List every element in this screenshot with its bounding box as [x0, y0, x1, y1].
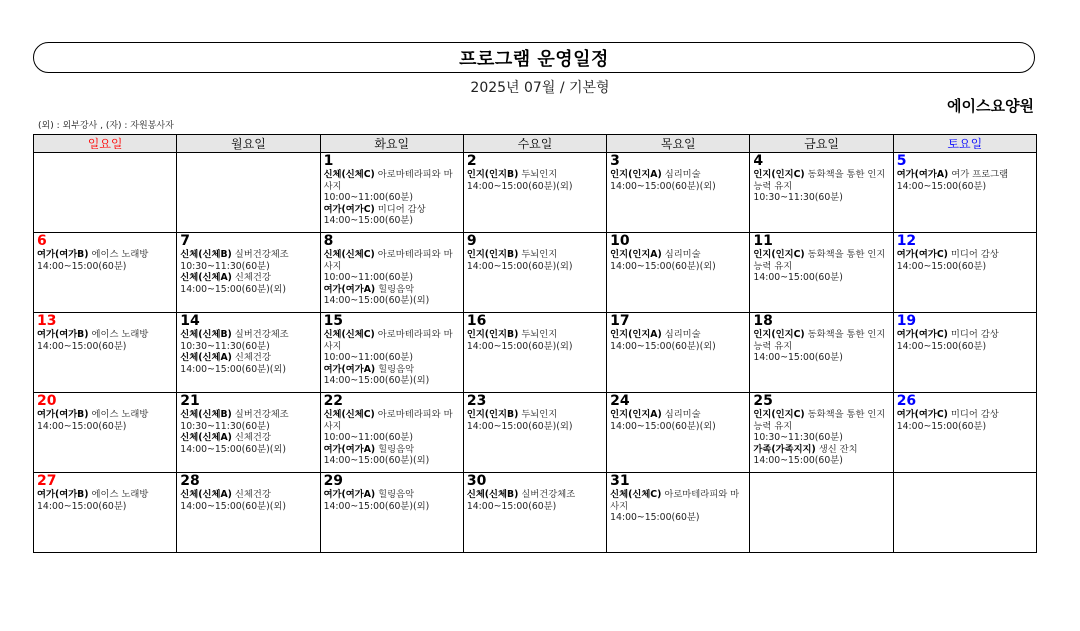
program-name: 심리미술	[664, 249, 701, 260]
program-name: 힐링음악	[378, 363, 415, 375]
program-entry	[897, 169, 1033, 181]
calendar-week-row	[34, 393, 1037, 473]
program-category: 여가(여가C)	[896, 329, 948, 340]
day-number: 22	[323, 393, 344, 409]
program-name: 실버건강체조	[521, 489, 576, 500]
program-entry	[610, 169, 746, 181]
weekday-monday: 월요일	[177, 135, 320, 153]
program-entry	[180, 272, 316, 284]
calendar-body	[34, 153, 1037, 553]
program-name: 미디어 감상	[377, 203, 426, 215]
calendar-day-cell	[320, 393, 463, 473]
day-number: 7	[180, 233, 191, 249]
day-number: 3	[610, 153, 620, 169]
program-name: 여가 프로그램	[951, 169, 1009, 180]
calendar-week-row	[34, 313, 1037, 393]
program-time: 14:00~15:00(60분)(외)	[180, 363, 286, 375]
calendar-day-cell	[320, 153, 463, 233]
program-time: 14:00~15:00(60분)	[37, 340, 127, 352]
program-time: 14:00~15:00(60분)(외)	[610, 180, 716, 192]
program-entry	[467, 329, 603, 341]
calendar-day-cell	[34, 233, 177, 313]
day-number: 9	[466, 233, 477, 249]
program-category: 인지(인지B)	[466, 169, 519, 180]
program-name: 실버건강체조	[234, 329, 289, 340]
program-name: 아로마테라피와 마사지	[323, 249, 453, 272]
calendar-day-cell	[177, 393, 320, 473]
day-number: 25	[753, 393, 773, 409]
program-entry	[753, 409, 889, 432]
program-entry	[324, 284, 460, 296]
program-time: 14:00~15:00(60분)(외)	[610, 340, 716, 352]
program-entry	[324, 409, 460, 432]
day-number: 8	[323, 233, 334, 249]
program-category: 신체(신체A)	[180, 272, 232, 283]
day-number: 16	[466, 313, 487, 329]
program-name: 실버건강체조	[234, 409, 289, 420]
calendar-day-cell	[750, 313, 893, 393]
program-time: 10:00~11:00(60분)	[323, 432, 414, 443]
program-category: 신체(신체C)	[323, 249, 375, 260]
program-entry	[180, 409, 316, 421]
program-time: 14:00~15:00(60분)(외)	[610, 420, 716, 432]
program-entry	[610, 329, 746, 341]
calendar-day-cell	[607, 233, 750, 313]
calendar-table	[33, 134, 1037, 553]
program-entry	[37, 329, 173, 341]
day-number: 2	[466, 153, 477, 169]
calendar-day-cell	[463, 473, 606, 553]
day-number: 19	[896, 313, 917, 329]
program-name: 동화책을 통한 인지능력 유지	[753, 249, 886, 272]
program-category: 신체(신체C)	[323, 329, 375, 340]
program-time: 10:30~11:30(60분)	[753, 192, 843, 203]
program-name: 에이스 노래방	[91, 409, 149, 420]
calendar-day-cell	[34, 313, 177, 393]
program-time: 14:00~15:00(60분)(외)	[323, 500, 430, 512]
program-entry	[324, 444, 460, 456]
program-entry	[467, 249, 603, 261]
program-entry	[180, 352, 316, 364]
calendar-day-cell	[463, 233, 606, 313]
program-entry	[324, 489, 460, 501]
calendar-day-cell	[34, 393, 177, 473]
day-number: 10	[610, 233, 630, 249]
program-category: 인지(인지C)	[753, 249, 805, 260]
program-category: 신체(신체A)	[180, 489, 232, 500]
program-time: 10:00~11:00(60분)	[323, 192, 414, 203]
weekday-header-row	[34, 135, 1037, 153]
program-name: 동화책을 통한 인지능력 유지	[753, 329, 886, 352]
program-entry	[753, 329, 889, 352]
calendar-day-cell	[463, 153, 606, 233]
program-time: 14:00~15:00(60분)(외)	[610, 260, 716, 272]
calendar-day-cell	[177, 313, 320, 393]
program-name: 신체건강	[234, 272, 271, 283]
program-category: 여가(여가A)	[323, 283, 376, 295]
program-name: 심리미술	[664, 169, 701, 180]
program-time: 14:00~15:00(60분)	[896, 260, 987, 272]
program-name: 힐링음악	[378, 489, 415, 500]
program-name: 아로마테라피와 마사지	[610, 489, 740, 512]
program-name: 두뇌인지	[521, 169, 558, 180]
program-entry	[324, 249, 460, 272]
program-category: 여가(여가B)	[37, 409, 89, 420]
program-time: 14:00~15:00(60분)	[323, 215, 414, 226]
program-name: 두뇌인지	[521, 329, 558, 340]
program-category: 여가(여가B)	[37, 329, 89, 340]
program-name: 아로마테라피와 마사지	[323, 329, 453, 352]
day-number: 11	[753, 233, 773, 249]
program-time: 14:00~15:00(60분)	[610, 512, 700, 523]
program-category: 신체(신체B)	[466, 489, 519, 500]
program-time: 14:00~15:00(60분)	[896, 180, 987, 192]
program-category: 인지(인지C)	[753, 329, 805, 340]
calendar-day-cell	[607, 393, 750, 473]
program-time: 14:00~15:00(60분)	[896, 420, 987, 432]
calendar-day-cell	[893, 153, 1036, 233]
program-time: 14:00~15:00(60분)(외)	[466, 260, 573, 272]
program-category: 인지(인지A)	[610, 249, 662, 260]
program-entry	[324, 204, 460, 216]
program-category: 여가(여가C)	[896, 249, 948, 260]
day-number: 6	[37, 233, 47, 249]
program-name: 힐링음악	[378, 283, 415, 295]
calendar-week-row	[34, 153, 1037, 233]
program-entry	[37, 409, 173, 421]
calendar-week-row	[34, 473, 1037, 553]
program-time: 14:00~15:00(60분)(외)	[466, 180, 573, 192]
calendar-day-cell	[893, 393, 1036, 473]
program-category: 신체(신체B)	[180, 409, 232, 420]
calendar-day-cell	[750, 153, 893, 233]
program-name: 신체건강	[234, 489, 271, 500]
program-entry	[37, 249, 173, 261]
program-category: 여가(여가A)	[323, 363, 376, 375]
program-time: 14:00~15:00(60분)(외)	[323, 455, 430, 466]
program-category: 신체(신체C)	[610, 489, 662, 500]
program-time: 10:30~11:30(60분)	[180, 260, 270, 272]
program-name: 에이스 노래방	[91, 489, 149, 500]
program-name: 실버건강체조	[234, 249, 289, 260]
day-number: 12	[896, 233, 917, 249]
program-entry	[324, 364, 460, 376]
day-number: 21	[180, 393, 200, 409]
weekday-tuesday: 화요일	[320, 135, 463, 153]
program-name: 아로마테라피와 마사지	[323, 169, 453, 192]
calendar-day-cell	[607, 153, 750, 233]
program-name: 신체건강	[234, 352, 271, 363]
program-time: 14:00~15:00(60분)	[753, 272, 843, 283]
calendar-day-cell	[463, 393, 606, 473]
program-entry	[897, 329, 1033, 341]
program-category: 신체(신체A)	[180, 352, 232, 363]
title-box	[33, 42, 1035, 73]
program-category: 여가(여가A)	[323, 443, 376, 455]
calendar-day-cell	[750, 393, 893, 473]
program-category: 여가(여가C)	[323, 203, 375, 215]
program-entry	[610, 249, 746, 261]
weekday-wednesday: 수요일	[463, 135, 606, 153]
program-category: 여가(여가A)	[323, 489, 376, 500]
program-category: 여가(여가B)	[37, 489, 89, 500]
calendar-day-cell	[177, 233, 320, 313]
program-entry	[467, 169, 603, 181]
calendar-empty-cell	[893, 473, 1036, 553]
program-category: 인지(인지A)	[610, 169, 662, 180]
day-number: 30	[466, 473, 487, 489]
day-number: 26	[896, 393, 917, 409]
program-name: 동화책을 통한 인지능력 유지	[753, 169, 886, 192]
program-time: 14:00~15:00(60분)(외)	[180, 500, 286, 512]
program-category: 가족(가족지지)	[753, 443, 816, 455]
calendar-day-cell	[893, 233, 1036, 313]
program-name: 두뇌인지	[521, 409, 558, 420]
program-entry	[467, 409, 603, 421]
program-category: 인지(인지B)	[466, 249, 519, 260]
program-category: 인지(인지A)	[610, 329, 662, 340]
day-number: 18	[753, 313, 773, 329]
program-category: 여가(여가C)	[896, 409, 948, 420]
program-category: 인지(인지B)	[466, 409, 519, 420]
program-entry	[610, 409, 746, 421]
weekday-saturday: 토요일	[893, 135, 1036, 153]
program-time: 14:00~15:00(60분)	[37, 500, 127, 512]
program-entry	[180, 432, 316, 444]
program-entry	[897, 249, 1033, 261]
program-name: 힐링음악	[378, 443, 415, 455]
day-number: 20	[37, 393, 57, 409]
program-entry	[324, 169, 460, 192]
program-time: 14:00~15:00(60분)(외)	[180, 443, 286, 455]
program-time: 10:00~11:00(60분)	[323, 352, 414, 363]
program-entry	[180, 249, 316, 261]
program-category: 여가(여가A)	[896, 169, 949, 180]
program-name: 동화책을 통한 인지능력 유지	[753, 409, 886, 432]
program-time: 10:30~11:30(60분)	[180, 340, 270, 352]
day-number: 31	[610, 473, 630, 489]
program-time: 14:00~15:00(60분)	[37, 260, 127, 272]
day-number: 15	[323, 313, 344, 329]
day-number: 17	[610, 313, 630, 329]
program-category: 인지(인지B)	[466, 329, 519, 340]
day-number: 24	[610, 393, 630, 409]
program-entry	[753, 444, 889, 456]
program-time: 10:30~11:30(60분)	[180, 420, 270, 432]
program-entry	[324, 329, 460, 352]
program-entry	[37, 489, 173, 501]
program-category: 인지(인지A)	[610, 409, 662, 420]
day-number: 14	[180, 313, 200, 329]
calendar-empty-cell	[177, 153, 320, 233]
program-name: 생신 잔치	[818, 443, 858, 455]
calendar-day-cell	[177, 473, 320, 553]
calendar-day-cell	[320, 313, 463, 393]
program-time: 10:30~11:30(60분)	[753, 432, 843, 443]
program-time: 14:00~15:00(60분)	[896, 340, 987, 352]
weekday-thursday: 목요일	[607, 135, 750, 153]
calendar-day-cell	[750, 233, 893, 313]
program-name: 미디어 감상	[950, 409, 999, 420]
program-entry	[753, 169, 889, 192]
program-entry	[180, 329, 316, 341]
calendar-day-cell	[320, 473, 463, 553]
calendar-week-row	[34, 233, 1037, 313]
program-time: 14:00~15:00(60분)(외)	[323, 295, 430, 306]
calendar-empty-cell	[34, 153, 177, 233]
schedule-subtitle: 2025년 07월 / 기본형	[470, 80, 610, 96]
day-number: 29	[323, 473, 344, 489]
program-time: 10:00~11:00(60분)	[323, 272, 414, 283]
calendar-day-cell	[893, 313, 1036, 393]
day-number: 23	[466, 393, 487, 409]
program-time: 14:00~15:00(60분)	[466, 500, 557, 512]
program-entry	[753, 249, 889, 272]
day-number: 28	[180, 473, 200, 489]
legend-note: (외) : 외부강사 , (자) : 자원봉사자	[38, 121, 174, 131]
program-name: 에이스 노래방	[91, 329, 149, 340]
program-category: 신체(신체B)	[180, 249, 232, 260]
program-name: 미디어 감상	[950, 329, 999, 340]
program-category: 신체(신체B)	[180, 329, 232, 340]
program-entry	[180, 489, 316, 501]
program-category: 신체(신체C)	[323, 409, 375, 420]
program-category: 신체(신체C)	[323, 169, 375, 180]
program-entry	[467, 489, 603, 501]
calendar-day-cell	[607, 313, 750, 393]
program-name: 심리미술	[664, 329, 701, 340]
program-time: 14:00~15:00(60분)(외)	[466, 340, 573, 352]
program-time: 14:00~15:00(60분)(외)	[180, 283, 286, 295]
day-number: 5	[896, 153, 907, 169]
organization-name: 에이스요양원	[947, 97, 1034, 115]
program-time: 14:00~15:00(60분)(외)	[323, 375, 430, 386]
day-number: 13	[37, 313, 57, 329]
day-number: 1	[323, 153, 334, 169]
day-number: 4	[753, 153, 764, 169]
program-name: 아로마테라피와 마사지	[323, 409, 453, 432]
day-number: 27	[37, 473, 57, 489]
program-time: 14:00~15:00(60분)(외)	[466, 420, 573, 432]
page-title: 프로그램 운영일정	[459, 48, 609, 70]
program-entry	[897, 409, 1033, 421]
weekday-friday: 금요일	[750, 135, 893, 153]
program-category: 인지(인지C)	[753, 169, 805, 180]
program-name: 심리미술	[664, 409, 701, 420]
program-name: 두뇌인지	[521, 249, 558, 260]
program-name: 신체건강	[234, 432, 271, 443]
program-name: 미디어 감상	[950, 249, 999, 260]
calendar-day-cell	[320, 233, 463, 313]
program-category: 인지(인지C)	[753, 409, 805, 420]
calendar-day-cell	[34, 473, 177, 553]
program-name: 에이스 노래방	[91, 249, 149, 260]
program-category: 신체(신체A)	[180, 432, 232, 443]
calendar-empty-cell	[750, 473, 893, 553]
calendar-day-cell	[607, 473, 750, 553]
program-time: 14:00~15:00(60분)	[37, 420, 127, 432]
program-entry	[610, 489, 746, 512]
calendar-day-cell	[463, 313, 606, 393]
program-time: 14:00~15:00(60분)	[753, 352, 843, 363]
program-time: 14:00~15:00(60분)	[753, 455, 843, 466]
program-category: 여가(여가B)	[37, 249, 89, 260]
weekday-sunday: 일요일	[34, 135, 177, 153]
